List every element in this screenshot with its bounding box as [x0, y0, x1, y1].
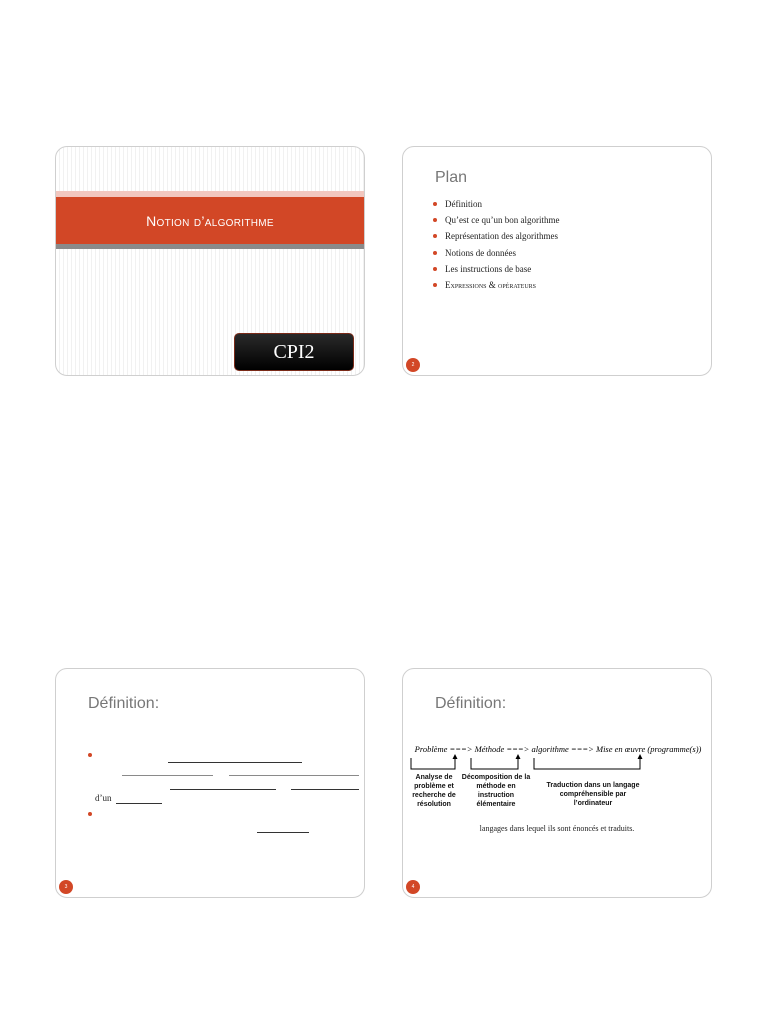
plan-item: Expressions & opérateurs — [433, 277, 559, 293]
slide-3-title: Définition: — [88, 695, 160, 712]
slide-3-fragment: d’un — [95, 793, 112, 803]
diagram-label-translation: Traduction dans un langage compréhensible par l’ordinateur — [546, 782, 640, 807]
underline — [116, 803, 162, 804]
algorithm-diagram — [403, 741, 712, 823]
underline — [291, 789, 359, 790]
page-number: 2 — [411, 362, 415, 368]
title-band — [56, 197, 364, 244]
slide-4 — [402, 668, 712, 898]
underline — [168, 762, 302, 763]
slide-2-title: Plan — [435, 169, 468, 186]
page-number-badge — [406, 358, 420, 372]
plan-item: Les instructions de base — [433, 261, 559, 277]
underline — [257, 832, 309, 833]
cpi-badge — [234, 333, 354, 371]
diagram-label-decomposition: Décomposition de la méthode en instruction élémentaire — [461, 774, 531, 808]
page-number-badge — [59, 880, 73, 894]
slide-1 — [55, 146, 365, 376]
page-number-badge — [406, 880, 420, 894]
plan-list — [433, 196, 559, 293]
slide-4-title: Définition: — [435, 695, 507, 712]
page-number: 3 — [64, 884, 68, 890]
diagram-flow-line: Problème ===> Méthode ===> algorithme ===> Mise en œuvre (programme(s)) — [414, 744, 702, 754]
slide-3 — [55, 668, 365, 898]
underline — [229, 775, 359, 776]
slide-1-title: Notion d’algorithme — [146, 212, 274, 229]
underline — [170, 789, 276, 790]
plan-item: Qu’est ce qu’un bon algorithme — [433, 212, 559, 228]
plan-item: Représentation des algorithmes — [433, 228, 559, 244]
title-bottom-band — [56, 244, 364, 249]
cpi-badge-label: CPI2 — [273, 340, 315, 363]
plan-item: Notions de données — [433, 245, 559, 261]
bullet-dot — [88, 753, 92, 757]
bullet-dot — [88, 812, 92, 816]
slide-4-caption: langages dans lequel ils sont énoncés et traduits. — [479, 824, 635, 833]
plan-item: Définition — [433, 196, 559, 212]
page-number: 4 — [411, 884, 415, 890]
diagram-label-analysis: Analyse de problème et recherche de résolution — [412, 774, 456, 808]
underline — [122, 775, 213, 776]
slide-2 — [402, 146, 712, 376]
